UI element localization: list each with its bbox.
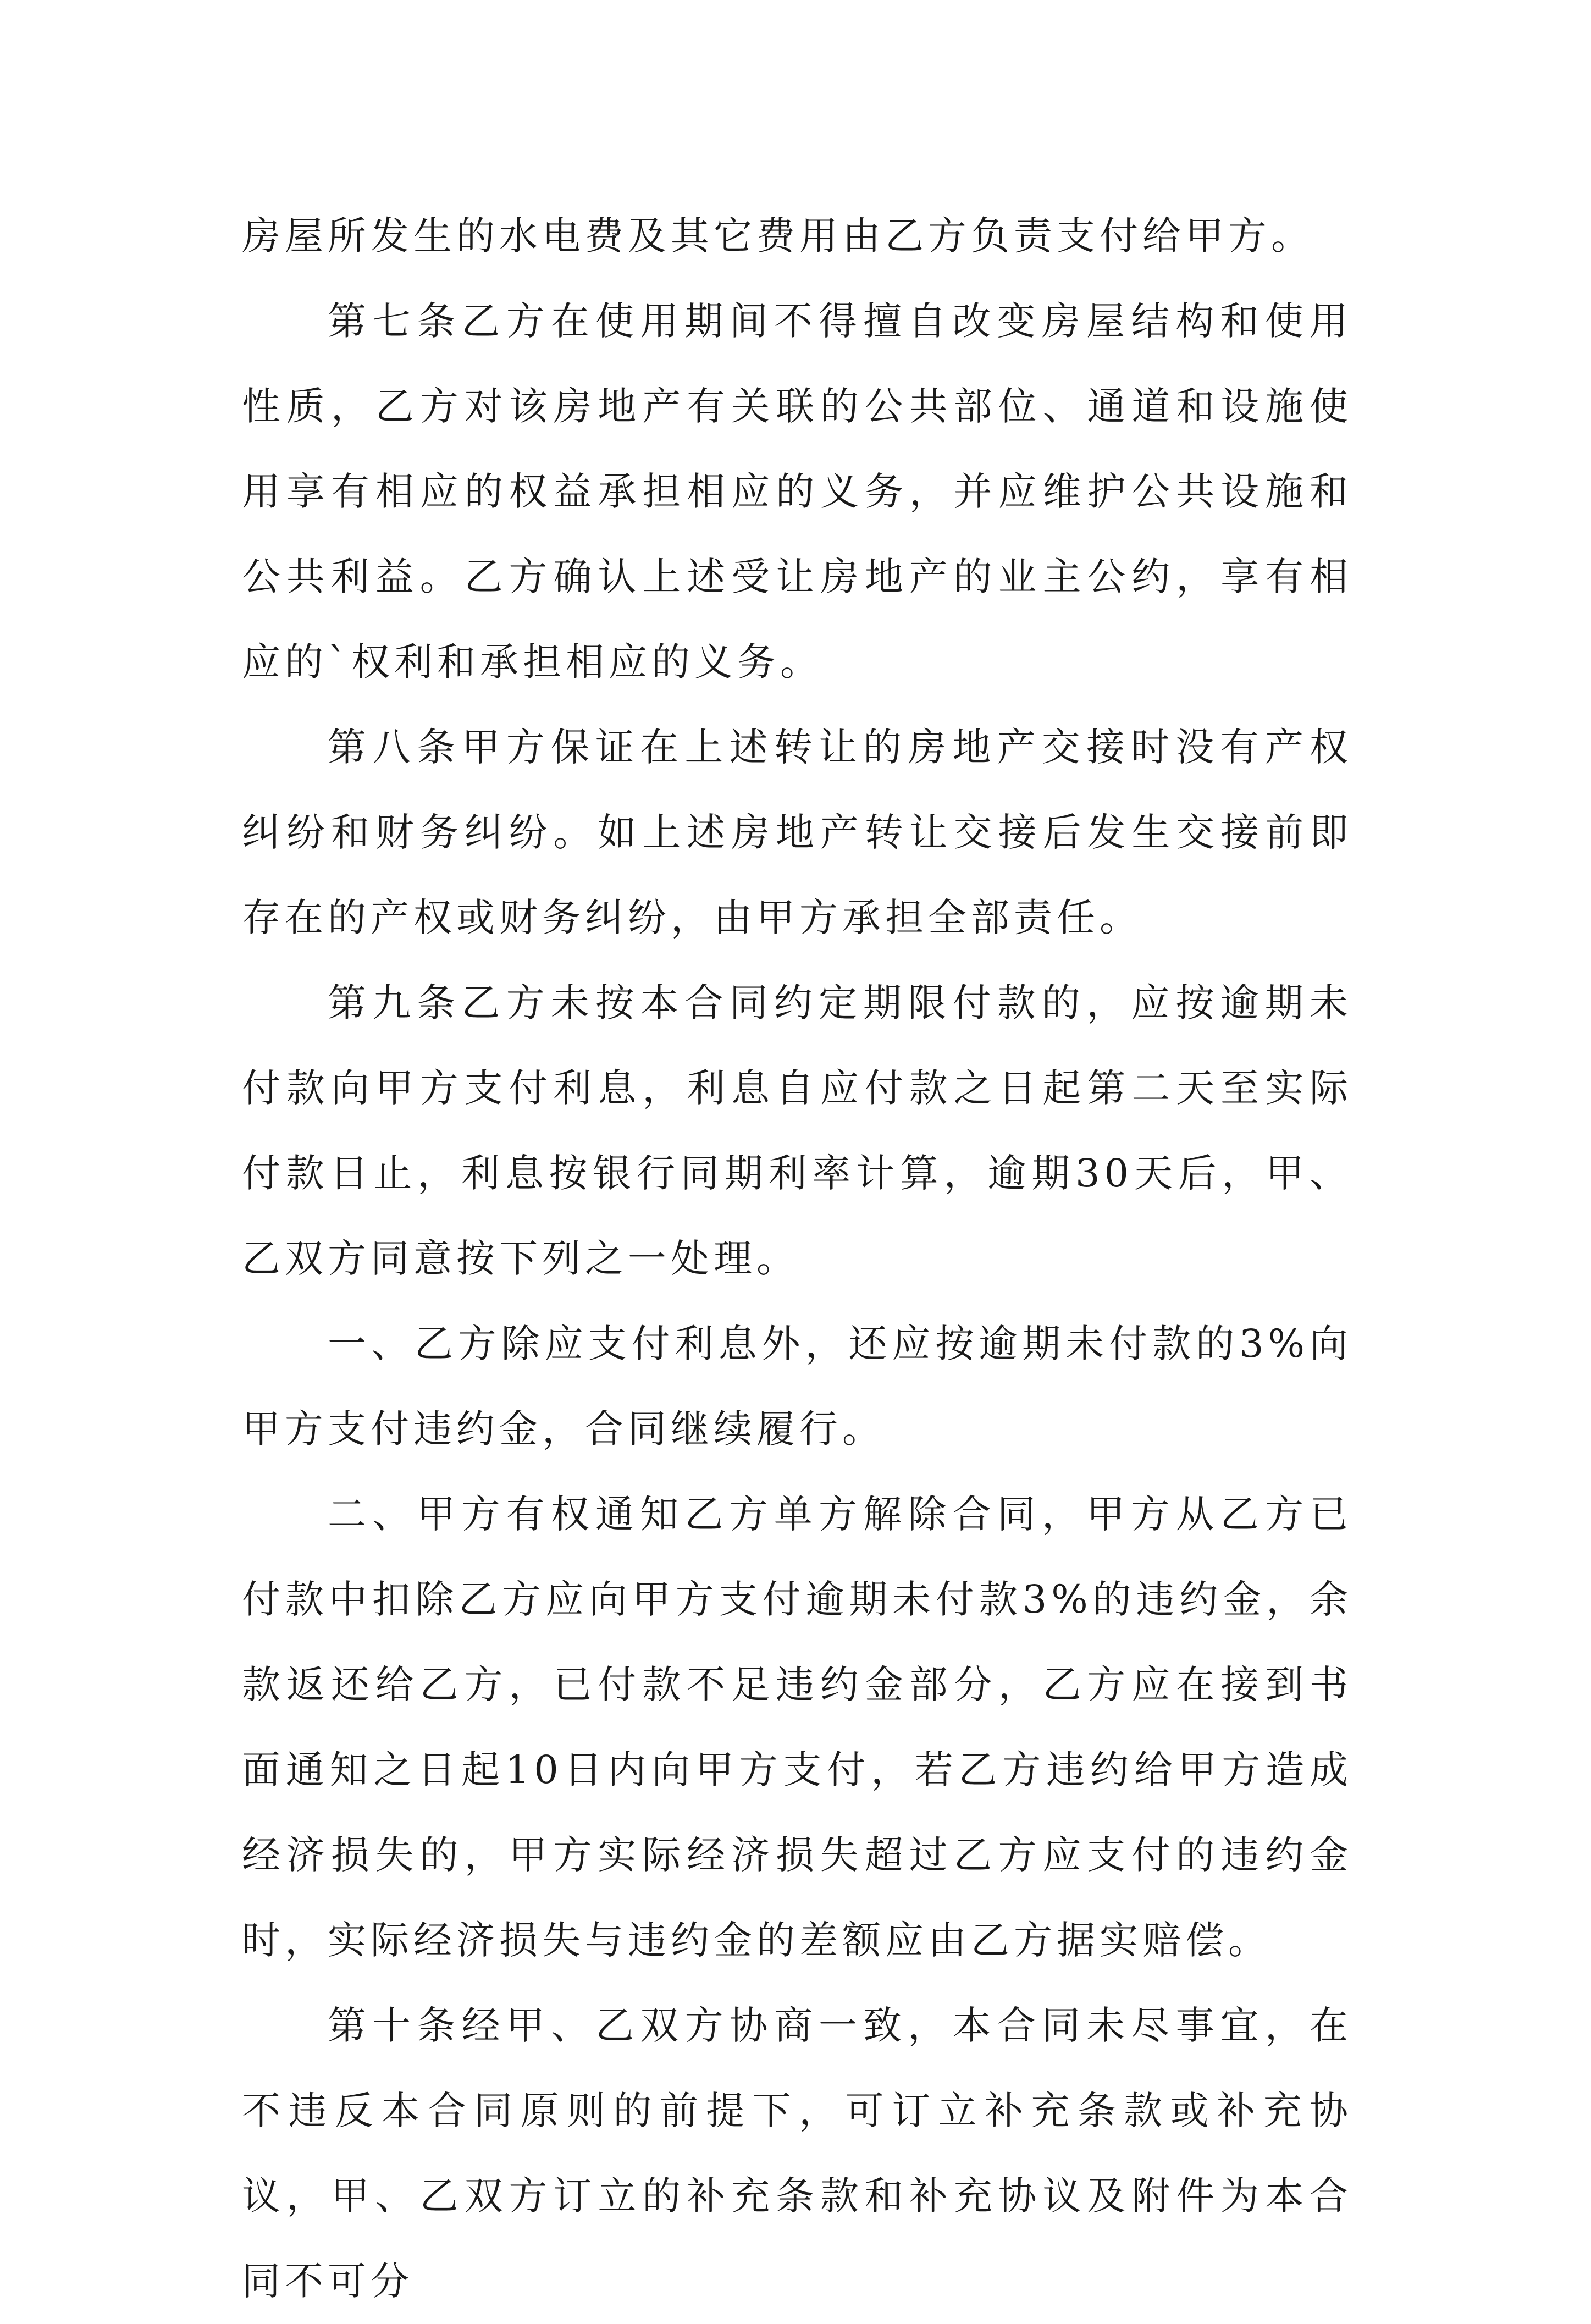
paragraph-continuation: 房屋所发生的水电费及其它费用由乙方负责支付给甲方。 — [242, 213, 1314, 258]
paragraph-option-1: 一、乙方除应支付利息外，还应按逾期未付款的3%向甲方支付违约金，合同继续履行。 — [242, 1321, 1352, 1451]
paragraph-option-2: 二、甲方有权通知乙方单方解除合同，甲方从乙方已付款中扣除乙方应向甲方支付逾期未付款3%的违约金，余款返还给乙方，已付款不足违约金部分，乙方应在接到书面通知之日起10日内向甲方支付，若乙方违约给甲方造成经济损失的，甲方实际经济损失超过乙方应支付的违约金时，实际经济损失与违约金的差额应由乙方据实赔偿。 — [242, 1492, 1352, 1963]
paragraph-article-10: 第十条经甲、乙双方协商一致，本合同未尽事宜，在不违反本合同原则的前提下，可订立补充条款或补充协议，甲、乙双方订立的补充条款和补充协议及附件为本合同不可分 — [242, 2003, 1352, 2304]
paragraph-article-9: 第九条乙方未按本合同约定期限付款的，应按逾期未付款向甲方支付利息，利息自应付款之日起第二天至实际付款日止，利息按银行同期利率计算，逾期30天后，甲、乙双方同意按下列之一处理。 — [242, 980, 1352, 1281]
paragraph-article-7: 第七条乙方在使用期间不得擅自改变房屋结构和使用性质，乙方对该房地产有关联的公共部位、通道和设施使用享有相应的权益承担相应的义务，并应维护公共设施和公共利益。乙方确认上述受让房地产的业主公约，享有相应的`权利和承担相应的义务。 — [242, 299, 1352, 684]
document-body — [242, 194, 1352, 2324]
paragraph-article-8: 第八条甲方保证在上述转让的房地产交接时没有产权纠纷和财务纠纷。如上述房地产转让交接后发生交接前即存在的产权或财务纠纷，由甲方承担全部责任。 — [242, 725, 1352, 940]
